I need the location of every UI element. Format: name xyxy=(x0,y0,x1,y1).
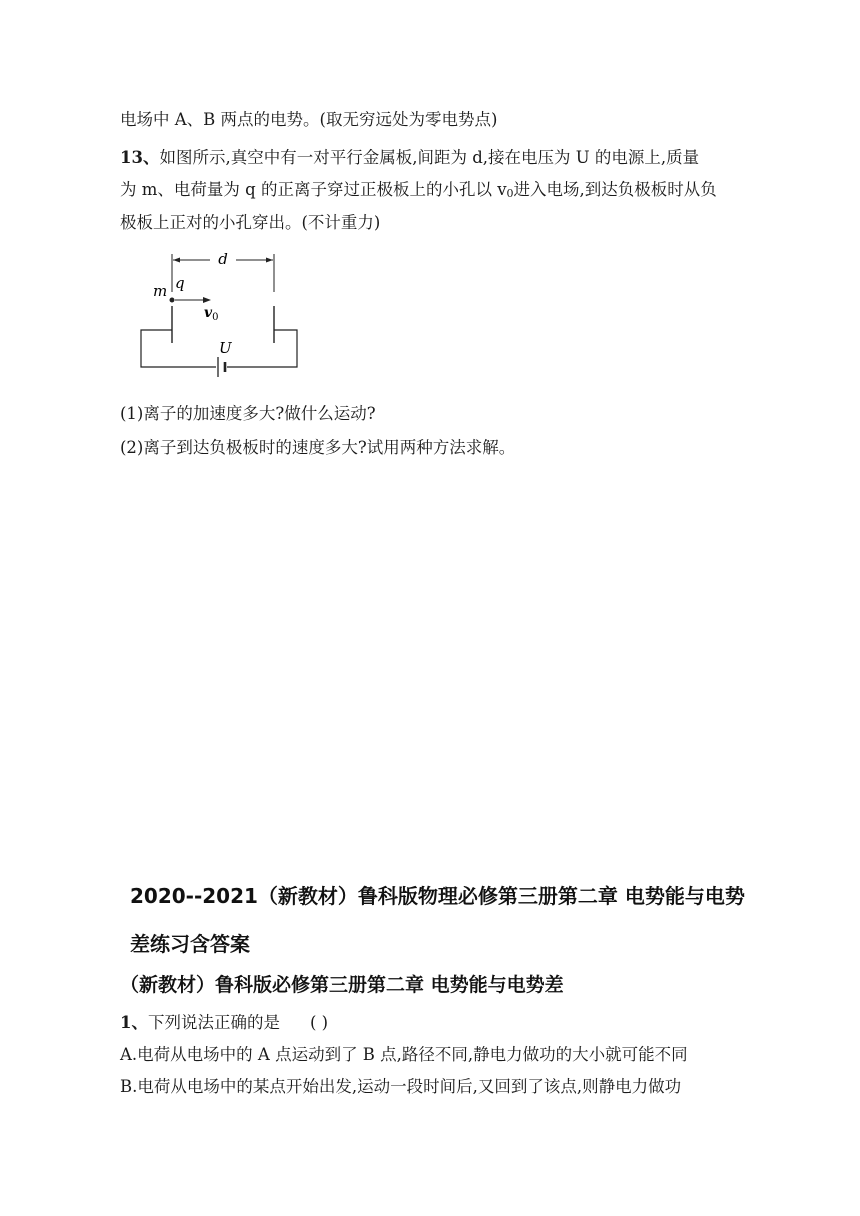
velocity-arrowhead xyxy=(203,297,211,303)
q1-stem-line xyxy=(120,1012,328,1034)
q13-subquestion-2: (2)离子到达负极板时的速度多大?试用两种方法求解。 xyxy=(120,438,516,457)
m-label: m xyxy=(153,282,168,300)
q-label: q xyxy=(175,274,185,292)
q13-line2 xyxy=(120,179,717,205)
q1-answer-blank: ( ) xyxy=(309,1013,329,1032)
section-subtitle: （新教材）鲁科版必修第三册第二章 电势能与电势差 xyxy=(120,974,564,996)
ion-dot xyxy=(170,298,175,303)
q13-subquestion-1: (1)离子的加速度多大?做什么运动? xyxy=(120,404,376,423)
q1-option-b: B.电荷从电场中的某点开始出发,运动一段时间后,又回到了该点,则静电力做功 xyxy=(120,1077,682,1096)
wire-right xyxy=(227,330,297,367)
section-title-line2: 差练习含答案 xyxy=(130,932,250,956)
q1-stem: 下列说法正确的是 xyxy=(147,1013,280,1032)
section-title-line1: 2020--2021（新教材）鲁科版物理必修第三册第二章 电势能与电势 xyxy=(130,884,745,908)
U-label: U xyxy=(219,339,232,357)
q13-line2-sub: 0 xyxy=(506,187,514,200)
q13-line2-b: 进入电场,到达负极板时从负 xyxy=(513,180,717,199)
q13-number: 13、 xyxy=(120,148,160,167)
parallel-plate-circuit-figure xyxy=(135,250,310,380)
d-arrowhead-left xyxy=(173,258,180,263)
q1-option-a: A.电荷从电场中的 A 点运动到了 B 点,路径不同,静电力做功的大小就可能不同 xyxy=(120,1045,688,1064)
v-label: v xyxy=(204,305,213,321)
q13-line3: 极板上正对的小孔穿出。(不计重力) xyxy=(120,213,381,232)
d-label: d xyxy=(218,250,228,268)
d-arrowhead-right xyxy=(266,258,273,263)
v0-label xyxy=(204,305,219,323)
q12-tail-text: 电场中 A、B 两点的电势。(取无穷远处为零电势点) xyxy=(120,110,498,129)
q13-line2-a: 为 m、电荷量为 q 的正离子穿过正极板上的小孔以 v xyxy=(120,180,507,199)
q13-line1 xyxy=(120,147,699,169)
wire-left xyxy=(141,330,216,367)
q1-number: 1、 xyxy=(120,1013,148,1032)
q13-line1-text: 如图所示,真空中有一对平行金属板,间距为 d,接在电压为 U 的电源上,质量 xyxy=(159,148,700,167)
v0-sub: 0 xyxy=(212,312,219,323)
